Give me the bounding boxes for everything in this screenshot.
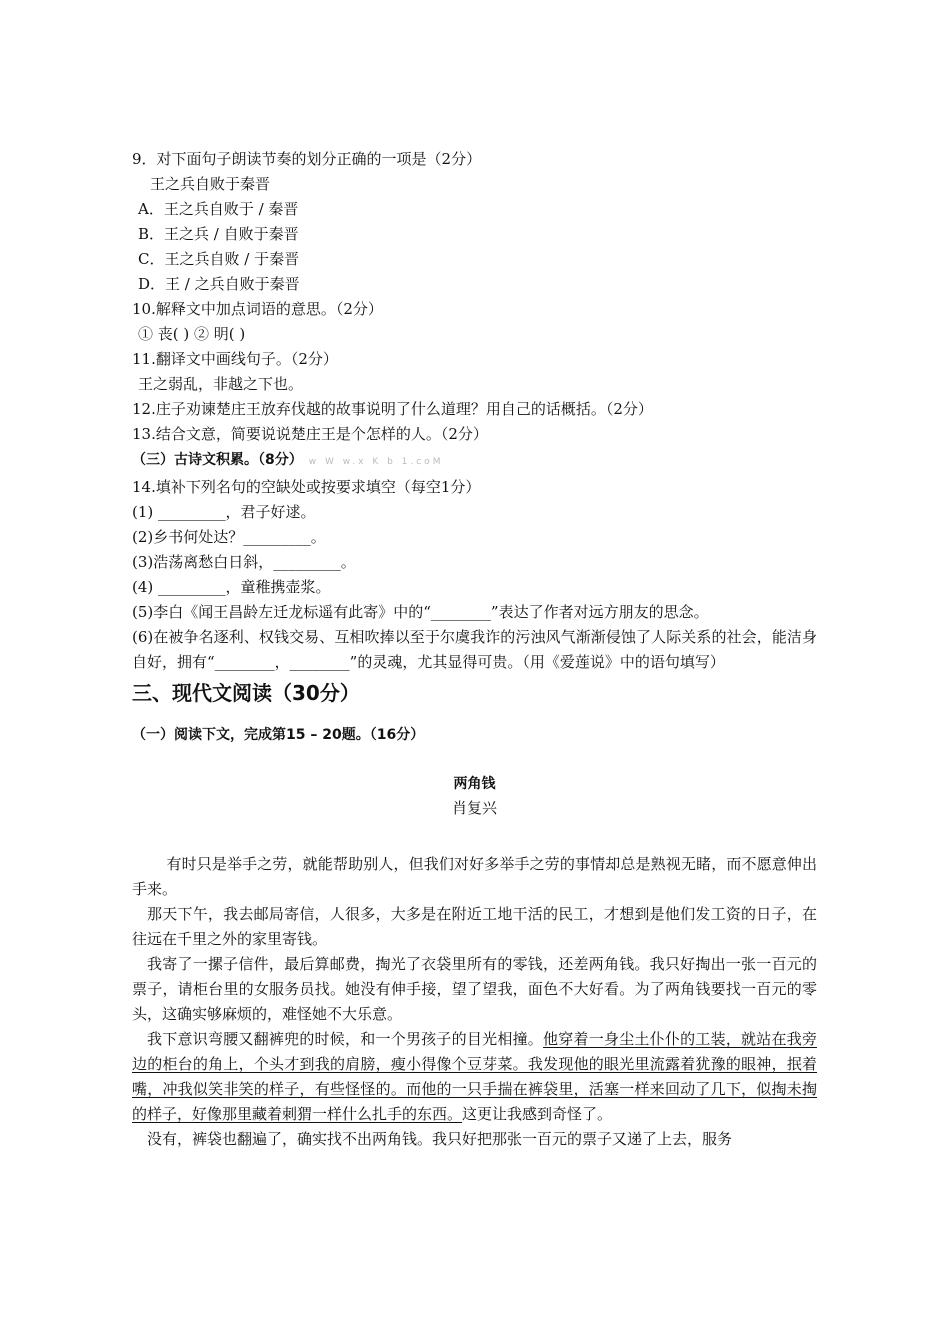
- article-paragraph-5: 没有，裤袋也翻遍了，确实找不出两角钱。我只好把那张一百元的票子又递了上去，服务: [147, 1130, 733, 1148]
- q9-option-a: A．王之兵自败于 / 秦晋: [138, 200, 299, 218]
- q14-item-2: (2)乡书何处达？_________。: [132, 528, 326, 546]
- reading1-heading: （一）阅读下文，完成第15 – 20题。（16分）: [132, 727, 425, 743]
- q14-item-4: (4) _________，童稚携壶浆。: [132, 578, 331, 596]
- q10-stem: 10.解释文中加点词语的意思。（2分）: [132, 300, 383, 318]
- paragraph-4-lead: 我下意识弯腰又翻裤兜的时候，和一个男孩子的目光相撞。: [147, 1030, 544, 1048]
- q9-stem: 9．对下面句子朗读节奏的划分正确的一项是（2分）: [132, 150, 482, 168]
- article-paragraph-1: 有时只是举手之劳，就能帮助别人，但我们对好多举手之劳的事情却总是熟视无睹，而不愿意伸出手来。: [132, 855, 817, 898]
- q9-option-c: C．王之兵自败 / 于秦晋: [138, 250, 300, 268]
- part3-heading-line: [132, 447, 817, 475]
- q14-item-6: (6)在被争名逐利、权钱交易、互相吹捧以至于尔虞我诈的污浊风气渐渐侵蚀了人际关系的社会，能洁身自好，拥有“________，________”的灵魂，尤其显得可贵。（用《爱莲说》中的语句填写）: [132, 628, 817, 671]
- q9-sentence: 王之兵自败于秦晋: [150, 175, 271, 193]
- article-paragraph-2: 那天下午，我去邮局寄信，人很多，大多是在附近工地干活的民工，才想到是他们发工资的日子，在往远在千里之外的家里寄钱。: [132, 905, 817, 948]
- q14-item-1: (1) _________，君子好逑。: [132, 503, 316, 521]
- q14-stem: 14.填补下列名句的空缺处或按要求填空（每空1分）: [132, 478, 481, 496]
- part3-heading: （三）古诗文积累。（8分）: [132, 452, 303, 468]
- section3-heading: 三、现代文阅读（30分）: [132, 681, 360, 705]
- article-paragraph-3: 我寄了一摞子信件，最后算邮费，掏光了衣袋里所有的零钱，还差两角钱。我只好掏出一张一百元的票子，请柜台里的女服务员找。她没有伸手接，望了望我，面色不大好看。为了两角钱要找一百元的零头，这确实够麻烦的，难怪她不大乐意。: [132, 955, 817, 1023]
- q13-stem: 13.结合文意，简要说说楚庄王是个怎样的人。（2分）: [132, 425, 488, 443]
- article-paragraph-4: [132, 1027, 817, 1127]
- q14-item-5: (5)李白《闻王昌龄左迁龙标遥有此寄》中的“________”表达了作者对远方朋友的思念。: [132, 603, 709, 621]
- watermark-text: w W w.x K b 1.coM: [308, 457, 444, 467]
- article-author: 肖复兴: [451, 799, 497, 817]
- q10-blanks: ① 丧( ) ② 明( ): [138, 325, 246, 343]
- q11-stem: 11.翻译文中画线句子。（2分）: [132, 350, 338, 368]
- q9-option-d: D．王 / 之兵自败于秦晋: [138, 275, 300, 293]
- q14-item-3: (3)浩荡离愁白日斜，_________。: [132, 553, 356, 571]
- article-title: 两角钱: [453, 776, 496, 792]
- exam-page: [132, 147, 817, 1152]
- q9-option-b: B．王之兵 / 自败于秦晋: [138, 225, 299, 243]
- q12-stem: 12.庄子劝谏楚庄王放弃伐越的故事说明了什么道理？用自己的话概括。（2分）: [132, 400, 653, 418]
- underlined-passage: 他穿着一身尘土仆仆的工装，就站在我旁边的柜台的角上，个头才到我的肩膀，瘦小得像个豆芽菜。我发现他的眼光里流露着犹豫的眼神，抿着嘴，冲我似笑非笑的样子，有些怪怪的。而他的一只手揣在裤袋里，活塞一样来回动了几下，似掏未掏的样子，好像那里藏着刺猬一样什么扎手的东西。: [132, 1030, 817, 1123]
- paragraph-4-tail: 这更让我感到奇怪了。: [462, 1105, 613, 1123]
- q11-sentence: 王之弱乱，非越之下也。: [138, 375, 304, 393]
